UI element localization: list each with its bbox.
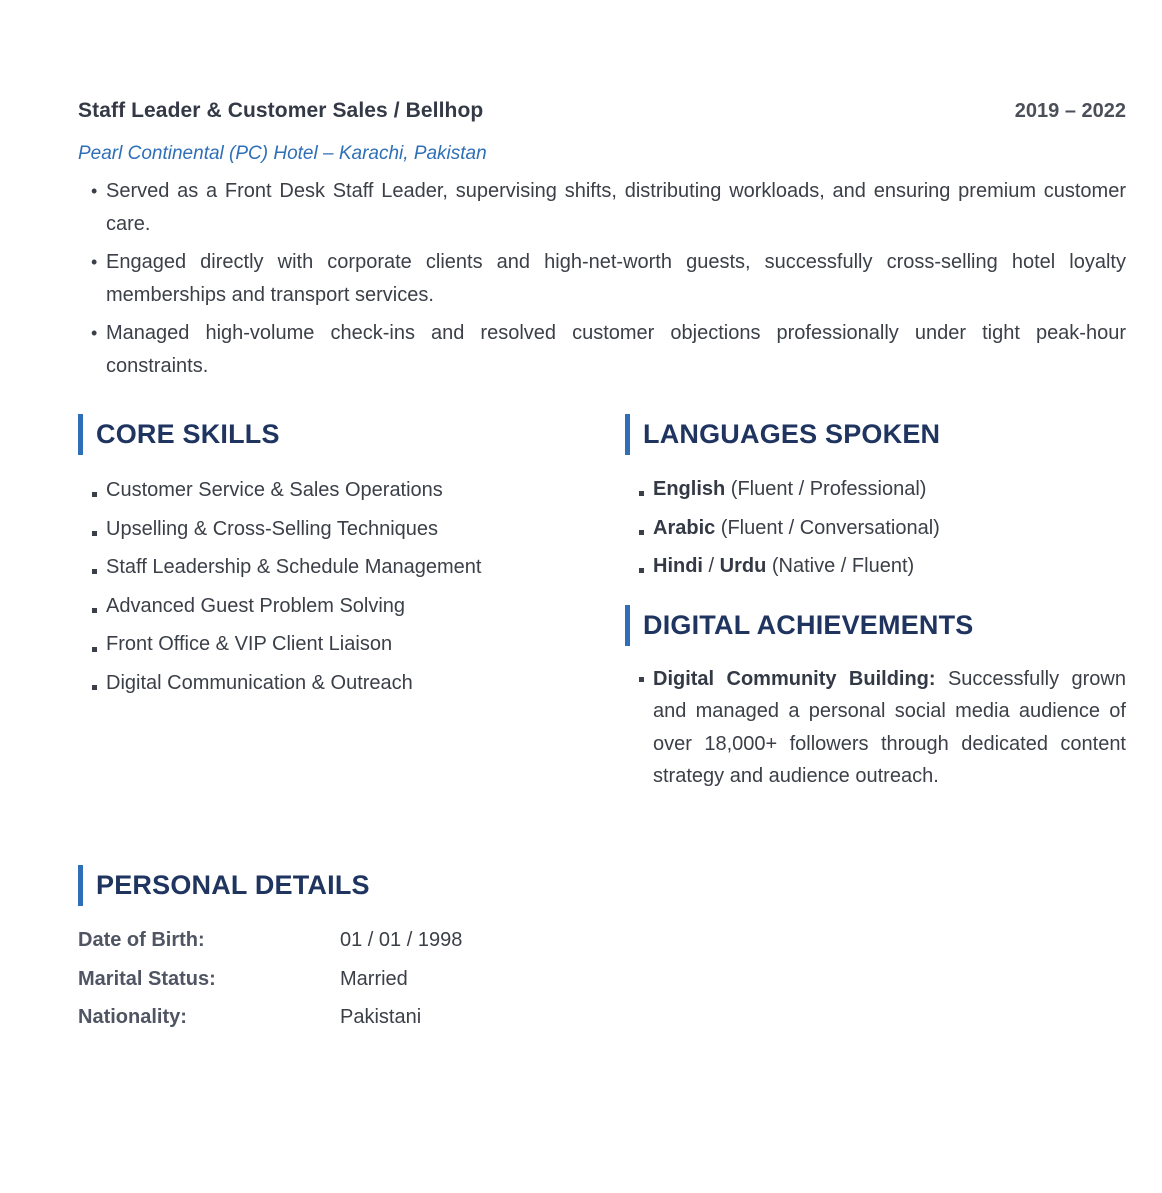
section-header xyxy=(625,605,1126,646)
detail-row xyxy=(78,964,678,1003)
language-name: Urdu xyxy=(719,555,767,578)
achievements-list xyxy=(625,663,1126,792)
accent-bar xyxy=(78,414,83,455)
detail-row xyxy=(78,1002,678,1041)
core-skills-list xyxy=(78,475,578,707)
section-header xyxy=(78,414,578,455)
language-name: English xyxy=(653,478,726,500)
detail-label: Nationality: xyxy=(78,1006,187,1028)
job-bullet-list xyxy=(78,175,1126,382)
skill-item: Advanced Guest Problem Solving xyxy=(92,591,578,630)
achievement-text: Successfully grown and managed a personal social media audience of over 18,000+ followers through dedicated content strategy and audience outreach. xyxy=(653,668,1126,787)
language-level: (Native / Fluent) xyxy=(766,555,915,578)
section-header xyxy=(625,414,1126,455)
language-item xyxy=(639,551,1126,590)
language-name: Hindi xyxy=(653,555,703,578)
job-company: Pearl Continental (PC) Hotel – Karachi, Pakistan xyxy=(78,143,487,164)
accent-bar xyxy=(625,414,630,455)
accent-bar xyxy=(625,605,630,646)
job-bullet: • Engaged directly with corporate clients and high-net-worth guests, successfully cross-selling hotel loyalty memberships and transport services. xyxy=(91,246,1126,311)
core-skills-section xyxy=(78,414,578,707)
skill-item: Front Office & VIP Client Liaison xyxy=(92,629,578,668)
skill-item: Upselling & Cross-Selling Techniques xyxy=(92,514,578,553)
personal-details-table xyxy=(78,925,678,1041)
languages-section xyxy=(625,414,1126,590)
job-bullet: • Managed high-volume check-ins and resolved customer objections professionally under tight peak-hour constraints. xyxy=(91,317,1126,382)
detail-label: Marital Status: xyxy=(78,967,216,990)
achievement-title: Digital Community Building: xyxy=(653,668,936,690)
language-separator: / xyxy=(703,555,720,578)
detail-value: Pakistani xyxy=(340,1006,422,1028)
detail-label: Date of Birth: xyxy=(78,929,205,951)
language-name: Arabic xyxy=(653,516,716,539)
job-header xyxy=(78,99,1126,127)
language-level: (Fluent / Conversational) xyxy=(715,516,940,539)
job-title: Staff Leader & Customer Sales / Bellhop xyxy=(78,99,484,122)
experience-entry xyxy=(78,99,1126,388)
core-skills-heading: CORE SKILLS xyxy=(96,419,280,449)
digital-achievements-heading: DIGITAL ACHIEVEMENTS xyxy=(643,610,974,640)
digital-achievements-section xyxy=(625,605,1126,792)
language-level: (Fluent / Professional) xyxy=(725,478,927,500)
language-item xyxy=(639,474,1126,513)
job-dates: 2019 – 2022 xyxy=(1014,100,1126,122)
language-item xyxy=(639,513,1126,552)
languages-heading: LANGUAGES SPOKEN xyxy=(643,419,941,449)
detail-value: 01 / 01 / 1998 xyxy=(340,929,463,951)
detail-value: Married xyxy=(340,967,408,990)
job-bullet: • Served as a Front Desk Staff Leader, supervising shifts, distributing workloads, and ensuring premium customer care. xyxy=(91,175,1126,240)
personal-details-section xyxy=(78,865,678,1041)
accent-bar xyxy=(78,865,83,906)
skill-item: Staff Leadership & Schedule Management xyxy=(92,552,578,591)
skill-item: Digital Communication & Outreach xyxy=(92,668,578,707)
languages-list xyxy=(625,474,1126,590)
section-header xyxy=(78,865,678,906)
detail-row xyxy=(78,925,678,964)
achievement-item xyxy=(639,663,1126,792)
personal-details-heading: PERSONAL DETAILS xyxy=(96,870,370,900)
skill-item: Customer Service & Sales Operations xyxy=(92,475,578,514)
